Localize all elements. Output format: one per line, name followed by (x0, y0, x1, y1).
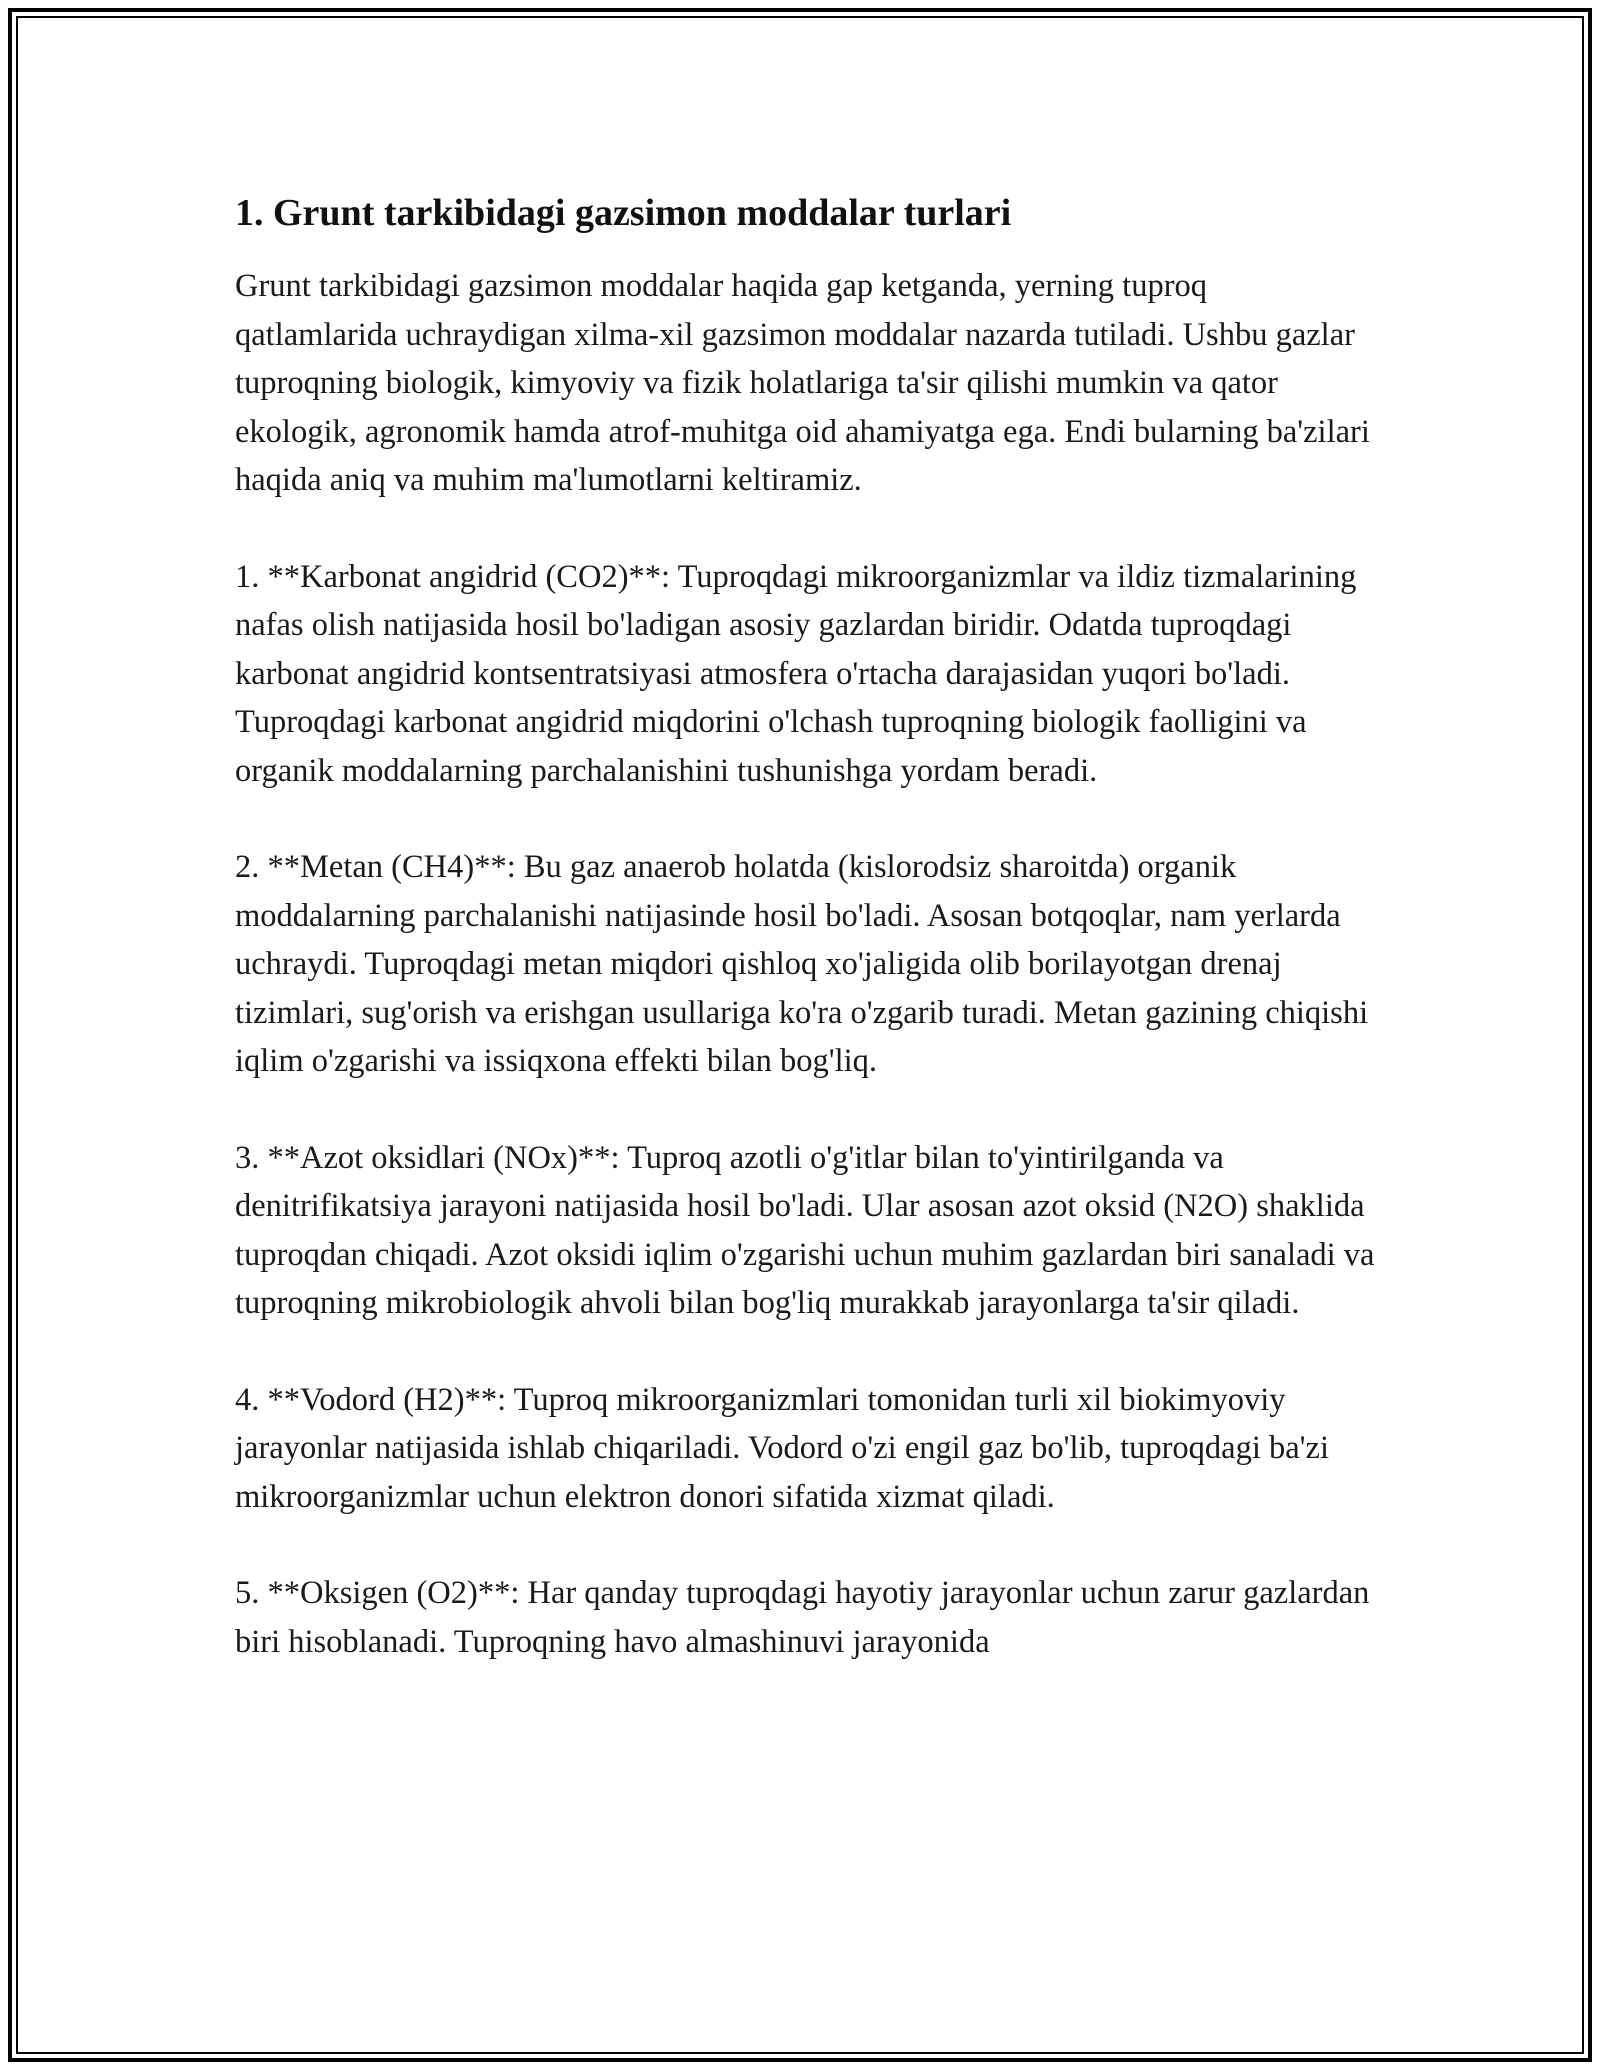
hydrogen-paragraph: 4. **Vodord (H2)**: Tuproq mikroorganizmlari tomonidan turli xil biokimyoviy jarayonlar natijasida ishlab chiqariladi. Vodord o'zi engil gaz bo'lib, tuproqdagi ba'zi mikroorganizmlar uchun elektron donori sifatida xizmat qiladi. (235, 1381, 1329, 1515)
section-heading: 1. Grunt tarkibidagi gazsimon moddalar turlari (235, 192, 1012, 234)
co2-paragraph: 1. **Karbonat angidrid (CO2)**: Tuproqdagi mikroorganizmlar va ildiz tizmalarining nafas olish natijasida hosil bo'ladigan asosiy gazlardan biridir. Odatda tuproqdagi karbonat angidrid kontsentratsiyasi atmosfera o'rtacha darajasidan yuqori bo'ladi. Tuproqdagi karbonat angidrid miqdorini o'lchash tuproqning biologik faolligini va organik moddalarning parchalanishini tushunishga yordam beradi. (235, 558, 1357, 789)
methane-paragraph: 2. **Metan (CH4)**: Bu gaz anaerob holatda (kislorodsiz sharoitda) organik moddalarning parchalanishi natijasinde hosil bo'ladi. Asosan botqoqlar, nam yerlarda uchraydi. Tuproqdagi metan miqdori qishloq xo'jaligida olib borilayotgan drenaj tizimlari, sug'orish va erishgan usullariga ko'ra o'zgarib turadi. Metan gazining chiqishi iqlim o'zgarishi va issiqxona effekti bilan bog'liq. (235, 849, 1369, 1079)
oxygen-paragraph: 5. **Oksigen (O2)**: Har qanday tuproqdagi hayotiy jarayonlar uchun zarur gazlardan biri hisoblanadi. Tuproqning havo almashinuvi jarayonida (235, 1575, 1370, 1660)
intro-paragraph: Grunt tarkibidagi gazsimon moddalar haqida gap ketganda, yerning tuproq qatlamlarida uchraydigan xilma-xil gazsimon moddalar nazarda tutiladi. Ushbu gazlar tuproqning biologik, kimyoviy va fizik holatlariga ta'sir qilishi mumkin va qator ekologik, agronomik hamda atrof-muhitga oid ahamiyatga ega. Endi bularning ba'zilari haqida aniq va muhim ma'lumotlarni keltiramiz. (235, 268, 1370, 498)
document-body (235, 188, 1375, 1714)
nitrogen-oxides-paragraph: 3. **Azot oksidlari (NOx)**: Tuproq azotli o'g'itlar bilan to'yintirilganda va denitrifikatsiya jarayoni natijasida hosil bo'ladi. Ular asosan azot oksid (N2O) shaklida tuproqdan chiqadi. Azot oksidi iqlim o'zgarishi uchun muhim gazlardan biri sanaladi va tuproqning mikrobiologik ahvoli bilan bog'liq murakkab jarayonlarga ta'sir qiladi. (235, 1139, 1375, 1321)
